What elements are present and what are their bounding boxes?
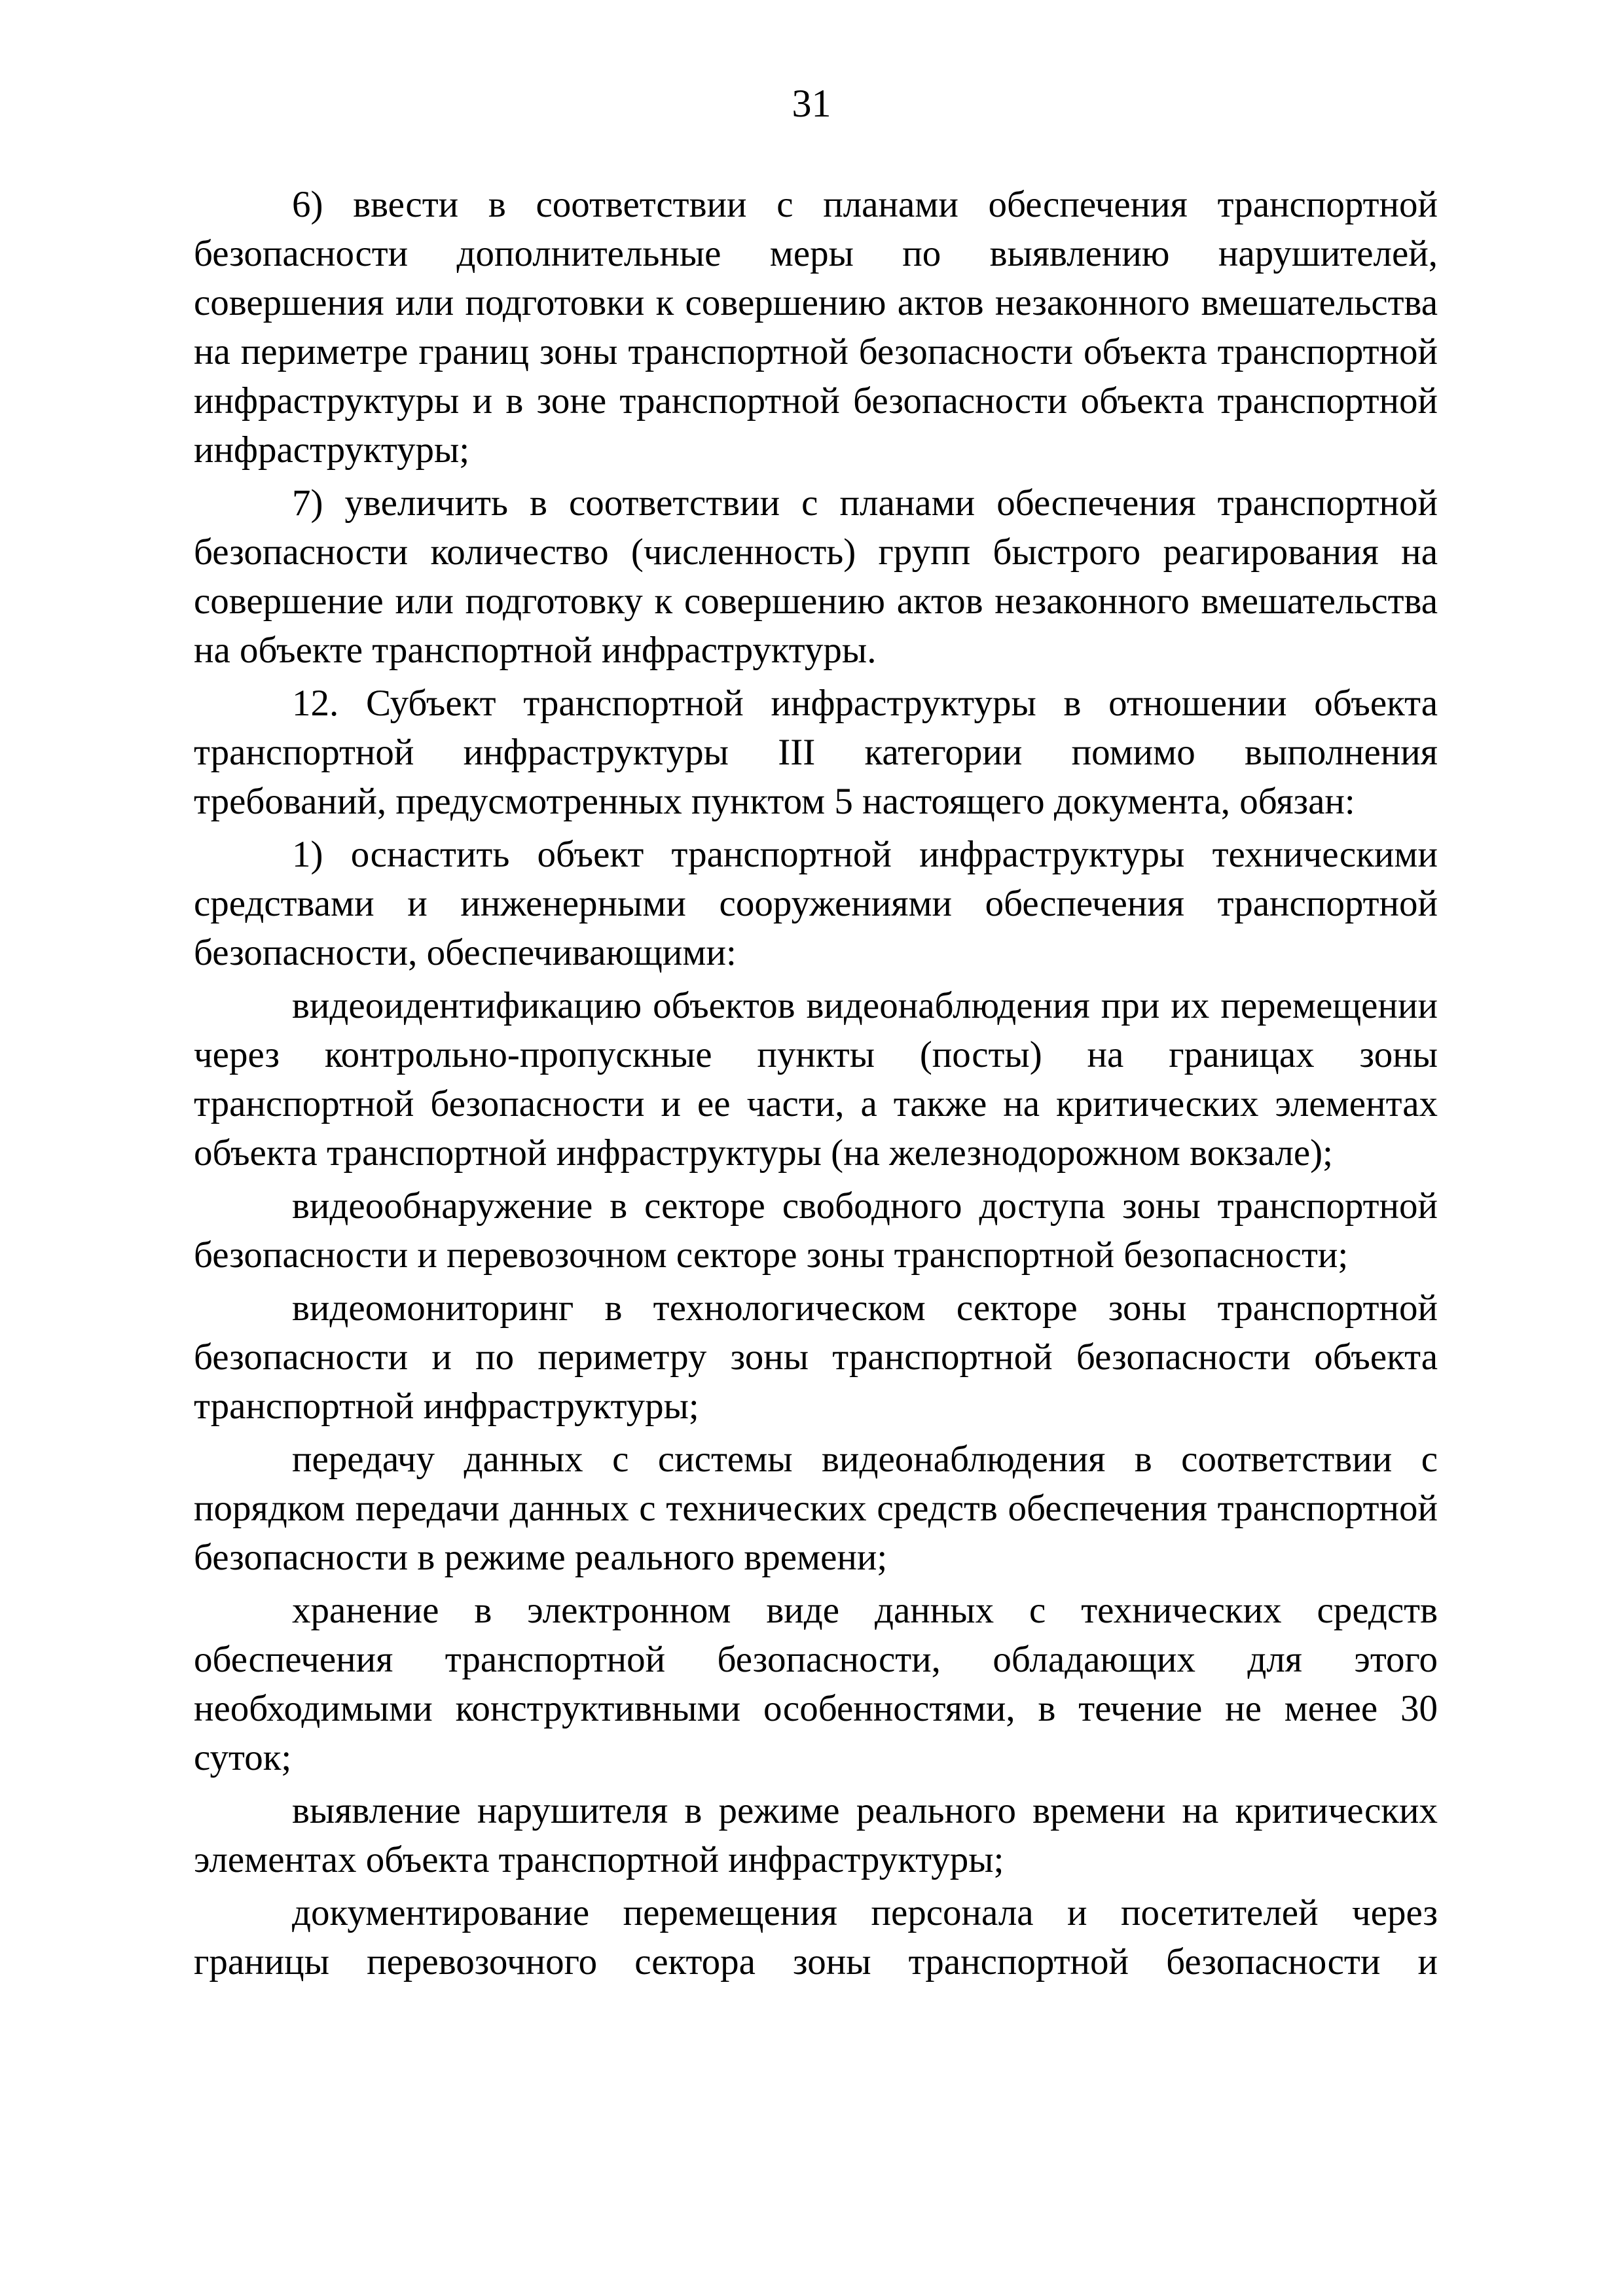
- page-number: 31: [792, 82, 831, 125]
- paragraph-intruder-detection: выявление нарушителя в режиме реального времени на критических элементах объекта транспортной инфраструктуры;: [194, 1790, 1438, 1880]
- paragraph-video-monitoring: видеомониторинг в технологическом секторе зоны транспортной безопасности и по периметру зоны транспортной безопасности объекта транспортной инфраструктуры;: [194, 1287, 1438, 1427]
- paragraph-data-storage: хранение в электронном виде данных с технических средств обеспечения транспортной безопасности, обладающих для этого необходимыми конструктивными особенностями, в течение не менее 30 суток;: [194, 1590, 1438, 1778]
- document-body: [194, 180, 1438, 1990]
- paragraph-data-transfer: передачу данных с системы видеонаблюдения в соответствии с порядком передачи данных с технических средств обеспечения транспортной безопасности в режиме реального времени;: [194, 1439, 1438, 1578]
- paragraph-movement-documentation: документирование перемещения персонала и посетителей через границы перевозочного сектора зоны транспортной безопасности и: [194, 1892, 1438, 1982]
- paragraph-video-identification: видеоидентификацию объектов видеонаблюдения при их перемещении через контрольно-пропускные пункты (посты) на границах зоны транспортной безопасности и ее части, а также на критических элементах объекта транспортной инфраструктуры (на железнодорожном вокзале);: [194, 985, 1438, 1174]
- paragraph-item-1-equip: 1) оснастить объект транспортной инфраструктуры техническими средствами и инженерными сооружениями обеспечения транспортной безопасности, обеспечивающими:: [194, 834, 1438, 973]
- paragraph-video-detection: видеообнаружение в секторе свободного доступа зоны транспортной безопасности и перевозочном секторе зоны транспортной безопасности;: [194, 1185, 1438, 1276]
- paragraph-item-6-additional-measures: 6) ввести в соответствии с планами обеспечения транспортной безопасности дополнительные меры по выявлению нарушителей, совершения или подготовки к совершению актов незаконного вмешательства на периметре границ зоны транспортной безопасности объекта транспортной инфраструктуры и в зоне транспортной безопасности объекта транспортной инфраструктуры;: [194, 184, 1438, 471]
- paragraph-clause-12: 12. Субъект транспортной инфраструктуры в отношении объекта транспортной инфраструктуры III категории помимо выполнения требований, предусмотренных пунктом 5 настоящего документа, обязан:: [194, 683, 1438, 822]
- paragraph-item-7-response-groups: 7) увеличить в соответствии с планами обеспечения транспортной безопасности количество (численность) групп быстрого реагирования на совершение или подготовку к совершению актов незаконного вмешательства на объекте транспортной инфраструктуры.: [194, 482, 1438, 671]
